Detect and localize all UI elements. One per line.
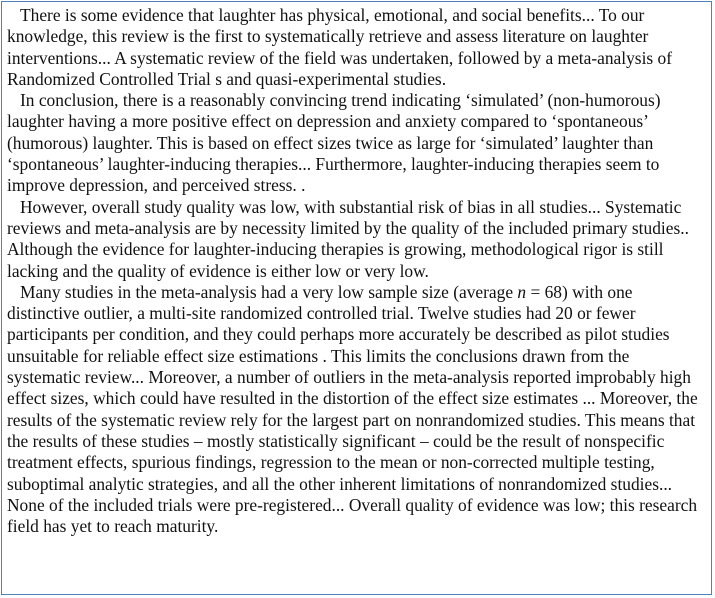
quote-text-box [1, 1, 712, 595]
paragraph-sample-size [7, 282, 707, 538]
paragraph-conclusion: In conclusion, there is a reasonably convincing trend indicating ‘simulated’ (non-humorous) laughter having a more positive effect on depression and anxiety compared to ‘spontaneous’ (humorous) laughter. This is based on effect sizes twice as large for ‘simulated’ laughter than ‘spontaneous’ laughter-inducing therapies... Furthermore, laughter-inducing therapies seem to improve depression, and perceived stress. . [7, 90, 661, 196]
sample-size-text-start: Many studies in the meta-analysis had a very low sample size (average [20, 281, 518, 302]
paragraph-background: There is some evidence that laughter has physical, emotional, and social benefits... To our knowledge, this review is the first to systematically retrieve and assess literature on laughter interventions... A systematic review of the field was undertaken, followed by a meta-analysis of Randomized Controlled Trial s and quasi-experimental studies. [7, 5, 673, 89]
paragraph-limitations: However, overall study quality was low, with substantial risk of bias in all studies... Systematic reviews and meta-analysis are by necessity limited by the quality of the included primary studies.. Although the evidence for laughter-inducing therapies is growing, methodological rigor is still lacking and the quality of evidence is either low or very low. [7, 196, 689, 281]
sample-size-text-end: = 68) with one distinctive outlier, a multi-site randomized controlled trial. Twelve studies had 20 or fewer participants per condition, and they could perhaps more accurately be described as pilot studies unsuitable for reliable effect size estimations . This limits the conclusions drawn from the systematic review... Moreover, a number of outliers in the meta-analysis reported improbably high effect sizes, which could have resulted in the distortion of the effect size estimates ... Moreover, the results of the systematic review rely for the largest part on nonrandomized studies. This means that the results of these studies – mostly statistically significant – could be the result of nonspecific treatment effects, spurious findings, regression to the mean or non-corrected multiple testing, suboptimal analytic strategies, and all the other inherent limitations of nonrandomized studies... None of the included trials were pre-registered... Overall quality of evidence was low; this research field has yet to reach maturity. [7, 281, 698, 537]
sample-size-n-symbol: n [517, 281, 527, 302]
